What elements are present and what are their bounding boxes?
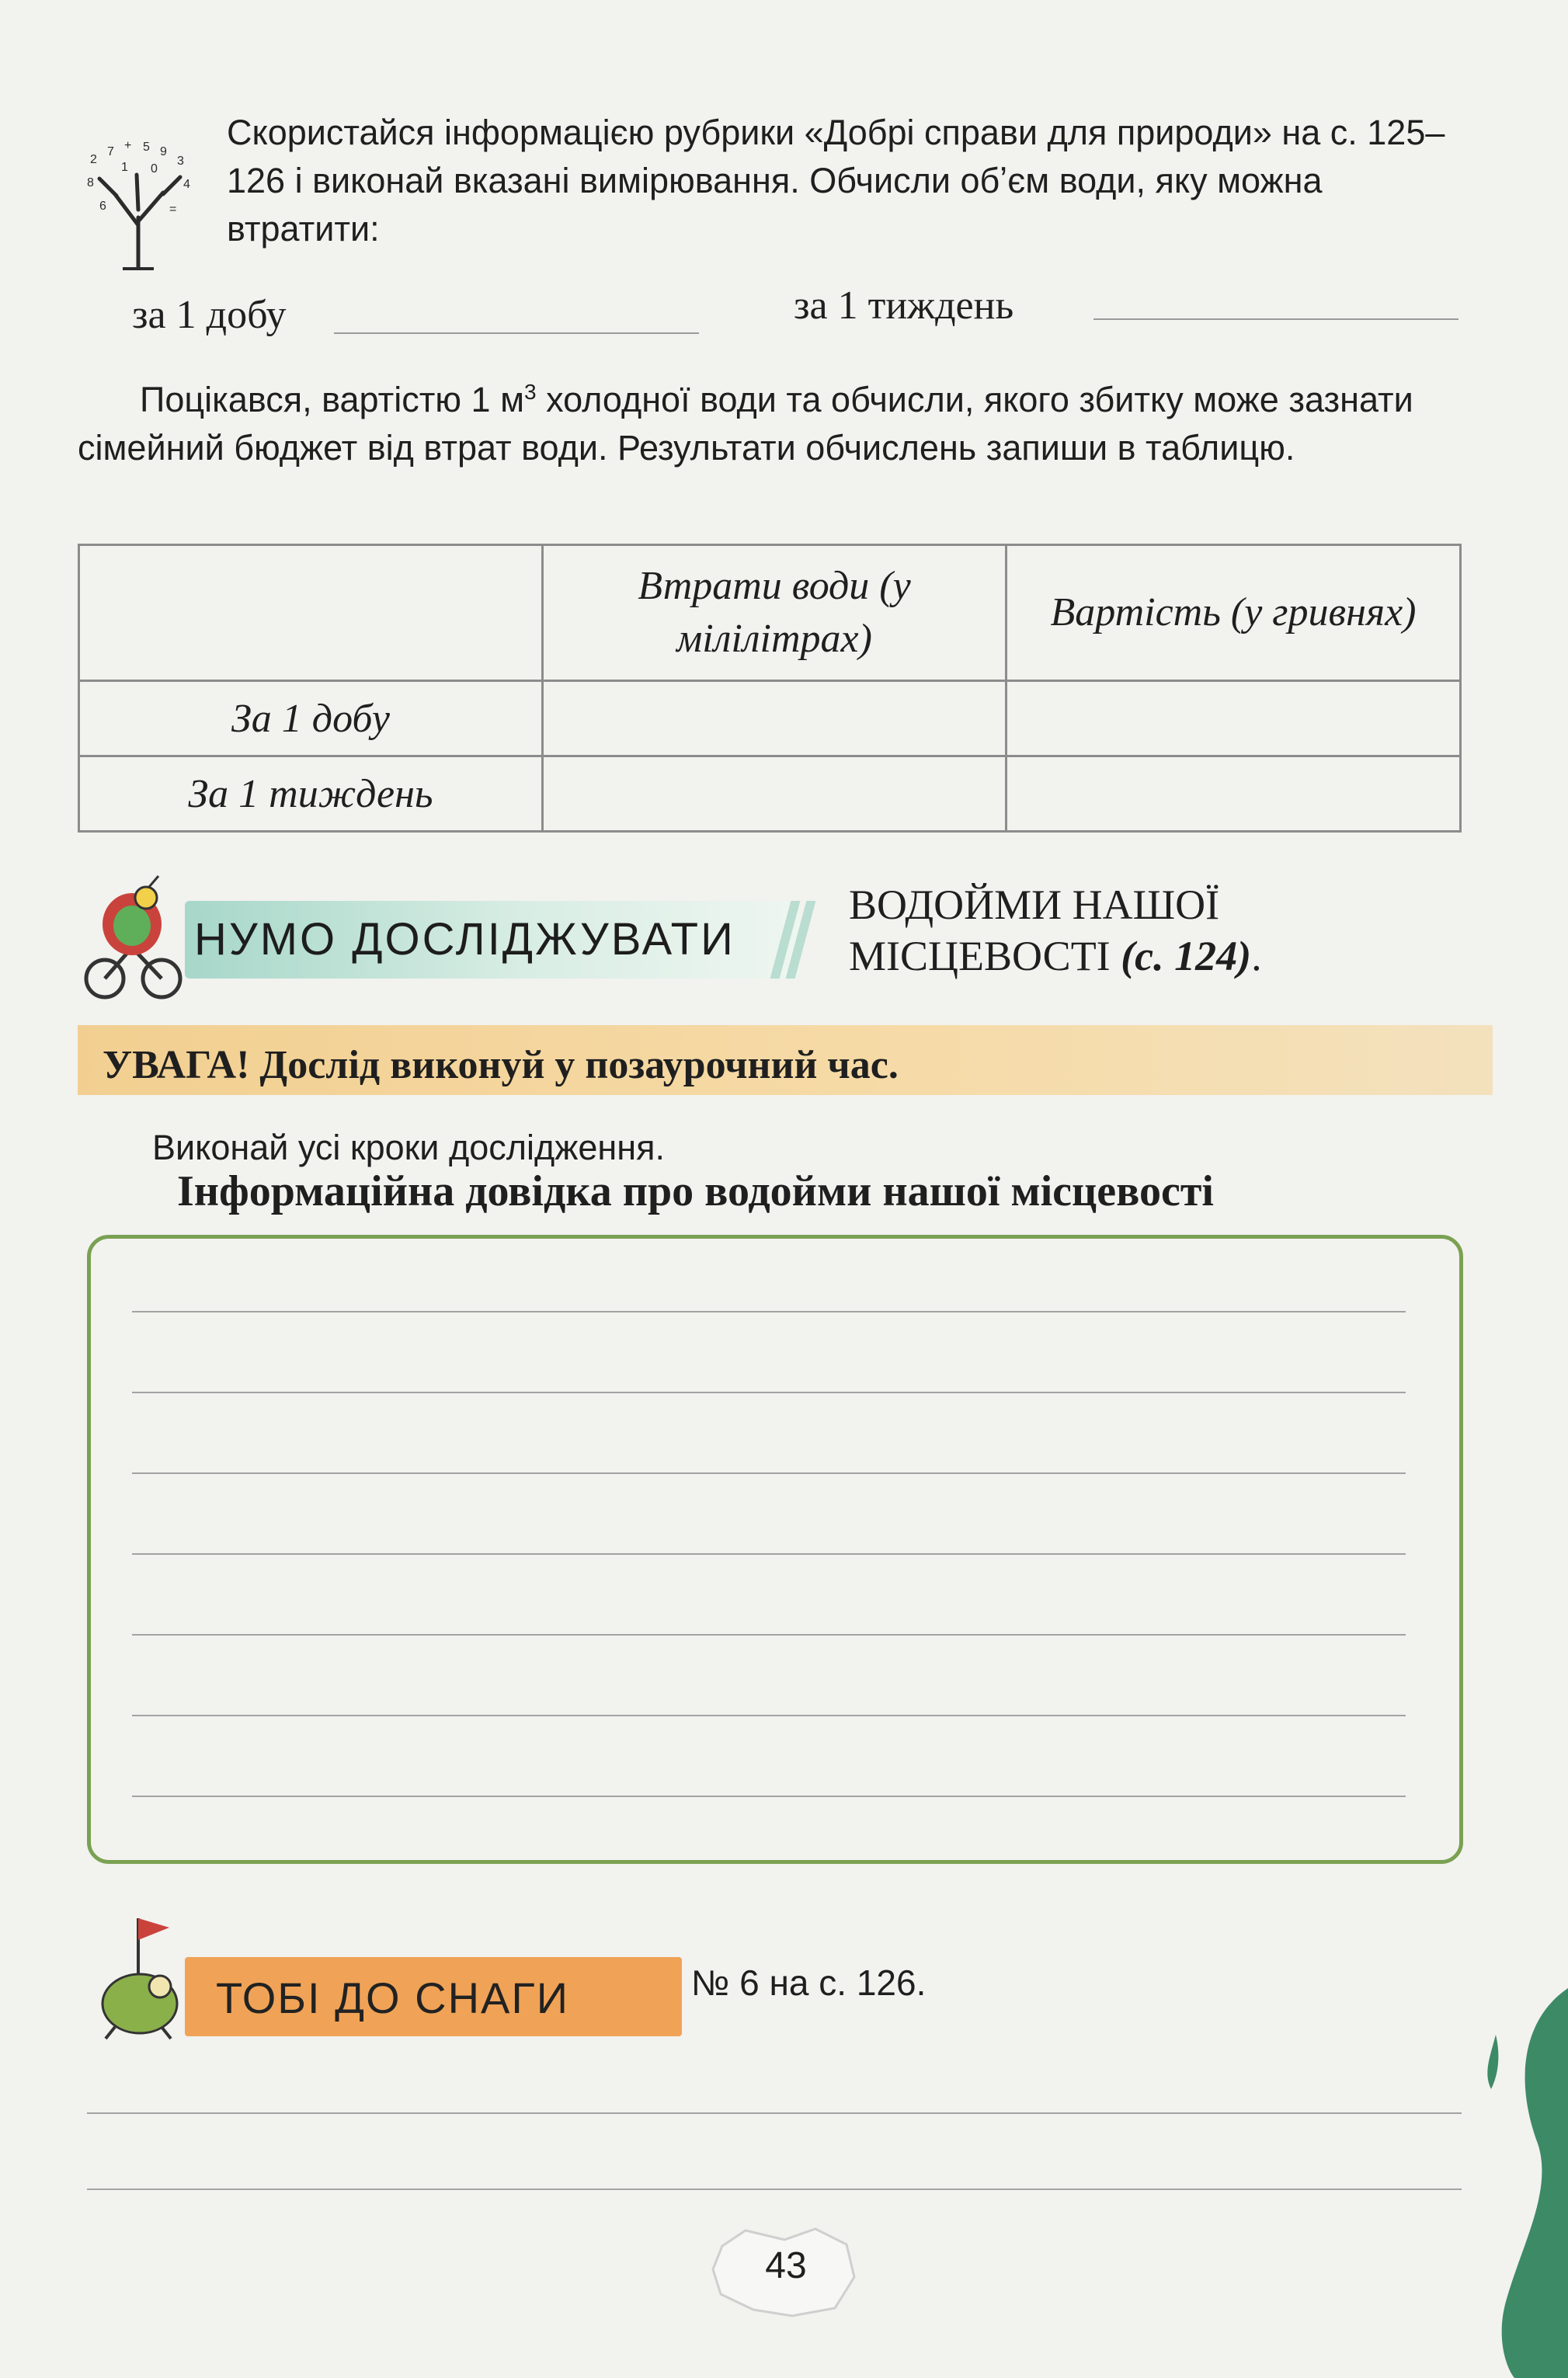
table-cell-input[interactable]: [1007, 756, 1461, 832]
svg-text:0: 0: [151, 162, 158, 176]
answer-line[interactable]: [87, 2112, 1462, 2114]
writing-box[interactable]: [87, 1235, 1463, 1864]
page-number: 43: [765, 2245, 807, 2286]
table-cell-input[interactable]: [1007, 681, 1461, 756]
writing-line[interactable]: [132, 1311, 1406, 1312]
svg-text:=: =: [169, 203, 177, 216]
table-header-water-loss: Втрати води (у мілілітрах): [543, 545, 1007, 681]
writing-line[interactable]: [132, 1634, 1406, 1636]
table-cell-input[interactable]: [543, 681, 1007, 756]
svg-text:4: 4: [183, 178, 190, 191]
writing-line[interactable]: [132, 1715, 1406, 1716]
homework-banner: ТОБІ ДО СНАГИ: [185, 1957, 682, 2036]
homework-task: № 6 на с. 126.: [691, 1963, 927, 2003]
svg-text:9: 9: [160, 145, 167, 158]
water-loss-table: [78, 544, 1462, 833]
warning-banner: УВАГА! Дослід виконуй у позаурочний час.: [78, 1025, 1493, 1095]
table-header-empty: [79, 545, 543, 681]
svg-text:1: 1: [121, 161, 128, 174]
answer-line[interactable]: [87, 2189, 1462, 2190]
research-banner: НУМО ДОСЛІДЖУВАТИ: [185, 901, 800, 979]
table-cell-input[interactable]: [543, 756, 1007, 832]
fill-week-label: за 1 тиждень: [794, 283, 1014, 328]
table-row-label: За 1 добу: [79, 681, 543, 756]
fill-day-label: за 1 добу: [132, 293, 287, 337]
steps-text: Виконай усі кроки дослідження.: [152, 1128, 665, 1167]
svg-text:6: 6: [99, 200, 106, 213]
fill-week-blank[interactable]: [1093, 318, 1458, 320]
writing-line[interactable]: [132, 1392, 1406, 1393]
svg-text:+: +: [124, 139, 132, 152]
research-title: ВОДОЙМИ НАШОЇ МІСЦЕВОСТІ (с. 124).: [849, 881, 1262, 979]
intro-text: Скористайся інформацією рубрики «Добрі справи для природи» на с. 125–126 і виконай вказані вимірювання. Обчисли обʼєм води, яку можна втратити:: [227, 113, 1445, 249]
instruction-paragraph: Поцікався, вартістю 1 $м^3$ холодної води та обчисли, якого збитку може зазнати сімейний бюджет від втрат води. Результати обчислень запиши в таблицю.: [78, 380, 1413, 468]
tree-icon: [76, 132, 200, 272]
corner-leaf-decoration: [1452, 1988, 1568, 2378]
svg-text:7: 7: [107, 145, 114, 158]
svg-text:8: 8: [87, 176, 94, 189]
beetle-flag-icon: [84, 1903, 200, 2043]
svg-text:5: 5: [143, 141, 150, 154]
writing-line[interactable]: [132, 1472, 1406, 1474]
bicycle-character-icon: [78, 870, 186, 1002]
writing-line[interactable]: [132, 1796, 1406, 1797]
table-header-cost: Вартість (у гривнях): [1007, 545, 1461, 681]
svg-text:3: 3: [177, 155, 184, 168]
table-row-label: За 1 тиждень: [79, 756, 543, 832]
svg-text:2: 2: [90, 153, 97, 166]
info-title: Інформаційна довідка про водойми нашої місцевості: [177, 1167, 1214, 1215]
writing-line[interactable]: [132, 1553, 1406, 1555]
fill-day-blank[interactable]: [334, 332, 699, 334]
